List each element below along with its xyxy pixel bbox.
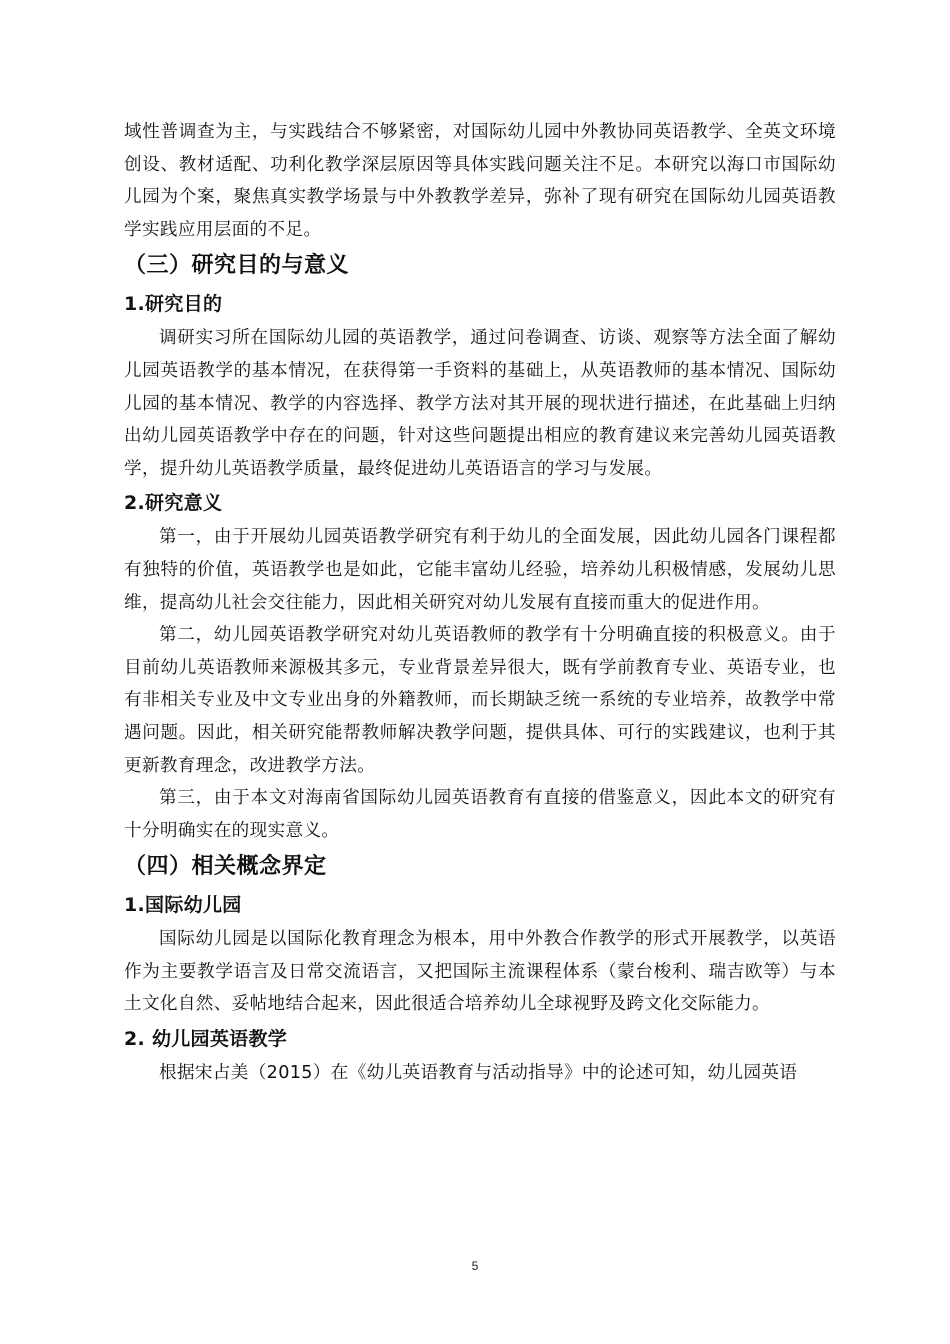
paragraph-kindergarten-english-teaching: 根据宋占美（2015）在《幼儿英语教育与活动指导》中的论述可知，幼儿园英语 — [159, 1063, 798, 1084]
subheading-international-kindergarten: 1.国际幼儿园 — [124, 894, 242, 917]
page-number: 5 — [471, 1259, 479, 1273]
subheading-research-purpose: 1.研究目的 — [124, 293, 223, 316]
section-heading-4: （四）相关概念界定 — [124, 854, 327, 880]
page-body — [124, 116, 836, 1090]
paragraph-international-kindergarten: 国际幼儿园是以国际化教育理念为根本，用中外教合作教学的形式开展教学，以英语作为主要教学语言及日常交流语言，又把国际主流课程体系（蒙台梭利、瑞吉欧等）与本土文化自然、妥帖地结合起来，因此很适合培养幼儿全球视野及跨文化交际能力。 — [124, 929, 836, 1015]
subheading-research-significance: 2.研究意义 — [124, 492, 223, 515]
paragraph-research-purpose: 调研实习所在国际幼儿园的英语教学，通过问卷调查、访谈、观察等方法全面了解幼儿园英语教学的基本情况，在获得第一手资料的基础上，从英语教师的基本情况、国际幼儿园的基本情况、教学的内容选择、教学方法对其开展的现状进行描述，在此基础上归纳出幼儿园英语教学中存在的问题，针对这些问题提出相应的教育建议来完善幼儿园英语教学，提升幼儿英语教学质量，最终促进幼儿英语语言的学习与发展。 — [124, 328, 836, 479]
subheading-kindergarten-english-teaching: 2. 幼儿园英语教学 — [124, 1028, 288, 1051]
paragraph-significance-1: 第一，由于开展幼儿园英语教学研究有利于幼儿的全面发展，因此幼儿园各门课程都有独特的价值，英语教学也是如此，它能丰富幼儿经验，培养幼儿积极情感，发展幼儿思维，提高幼儿社会交往能力，因此相关研究对幼儿发展有直接而重大的促进作用。 — [124, 527, 836, 613]
paragraph-significance-3: 第三，由于本文对海南省国际幼儿园英语教育有直接的借鉴意义，因此本文的研究有十分明确实在的现实意义。 — [124, 788, 836, 841]
paragraph-continued: 域性普调查为主，与实践结合不够紧密，对国际幼儿园中外教协同英语教学、全英文环境创设、教材适配、功利化教学深层原因等具体实践问题关注不足。本研究以海口市国际幼儿园为个案，聚焦真实教学场景与中外教教学差异，弥补了现有研究在国际幼儿园英语教学实践应用层面的不足。 — [124, 122, 836, 240]
section-heading-3: （三）研究目的与意义 — [124, 253, 350, 279]
paragraph-significance-2: 第二，幼儿园英语教学研究对幼儿英语教师的教学有十分明确直接的积极意义。由于目前幼儿英语教师来源极其多元，专业背景差异很大，既有学前教育专业、英语专业，也有非相关专业及中文专业出身的外籍教师，而长期缺乏统一系统的专业培养，故教学中常遇问题。因此，相关研究能帮教师解决教学问题，提供具体、可行的实践建议，也利于其更新教育理念，改进教学方法。 — [124, 625, 836, 776]
